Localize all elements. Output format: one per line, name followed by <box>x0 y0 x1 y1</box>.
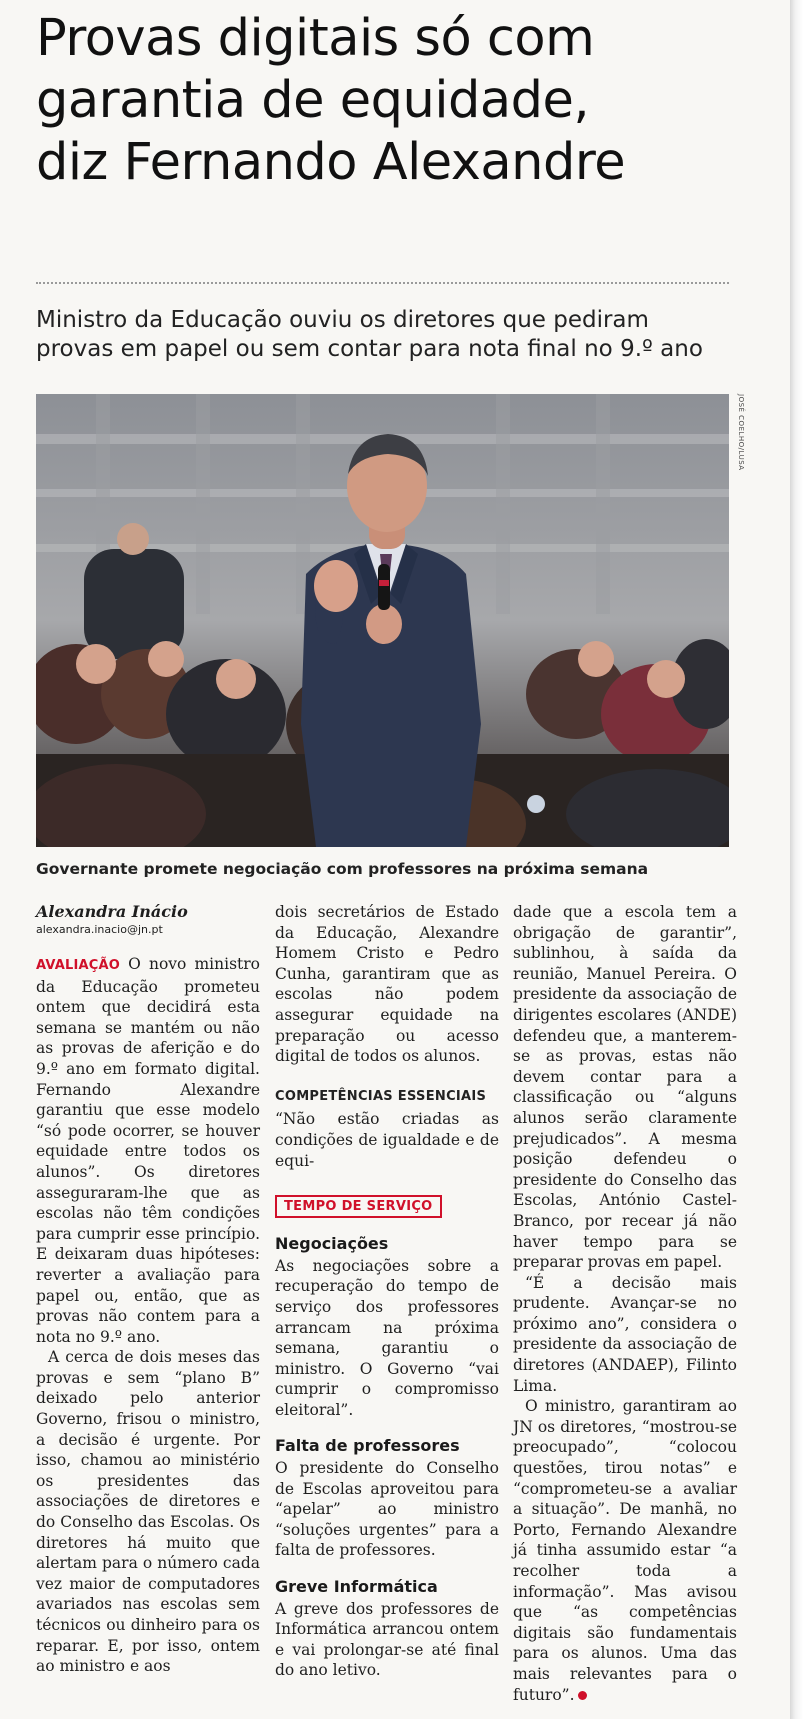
article-photo <box>36 394 729 847</box>
sidebar-title-negociacoes: Negociações <box>275 1234 389 1254</box>
photo-minister-speaking-illustration <box>36 394 729 847</box>
article-column-1 <box>36 902 260 1677</box>
sidebar-title-falta-professores: Falta de professores <box>275 1436 460 1456</box>
sidebar-title-greve-informatica: Greve Informática <box>275 1577 438 1597</box>
sidebar-box-label: TEMPO DE SERVIÇO <box>275 1195 442 1218</box>
paragraph-7-text: O ministro, garantiram ao JN os diretores, “mostrou-se preocupado”, “colocou questões, tirou notas” e “comprometeu-se a avaliar a situação”. De manhã, no Porto, Fernando Alexandre já tinha assumido estar “a recolher toda a informação”. Mas avisou que “as competências digitais são fundamentais para os alunos. Uma das mais relevantes para o futuro”. <box>513 1397 737 1704</box>
headline-line-2: garantia de equidade, <box>36 71 590 130</box>
section-kicker: AVALIAÇÃO <box>36 958 121 973</box>
sidebar-text-falta-professores: O presidente do Conselho de Escolas aproveitou para “apelar” ao ministro “soluções urgentes” para a falta de professores. <box>275 1459 499 1560</box>
article-paragraph-7 <box>513 1396 737 1705</box>
photo-credit: JOSÉ COELHO/LUSA <box>737 394 745 471</box>
article-paragraph-3: dois secretários de Estado da Educação, Alexandre Homem Cristo e Pedro Cunha, garantiram que as escolas não podem assegurar equidade na preparação ou acesso digital de todos os alunos. <box>275 903 499 1066</box>
page-edge <box>790 0 803 1719</box>
byline-email[interactable]: alexandra.inacio@jn.pt <box>36 923 163 936</box>
article-paragraph-6: “É a decisão mais prudente. Avançar-se no próximo ano”, considera o presidente da associação de diretores (ANDAEP), Filinto Lima. <box>513 1273 737 1395</box>
headline-line-3: diz Fernando Alexandre <box>36 133 626 192</box>
article-paragraph-2: A cerca de dois meses das provas e sem “plano B” deixado pelo anterior Governo, frisou o ministro, a decisão é urgente. Por isso, chamou ao ministério os presidentes das associações de diretores e do Conselho das Escolas. Os diretores há muito que alertam para o número cada vez maior de computadores avariados nas escolas sem técnicos ou dinheiro para os reparar. E, por isso, ontem ao ministro e aos <box>36 1348 260 1676</box>
dotted-divider <box>36 282 729 284</box>
subhead-competencias: COMPETÊNCIAS ESSENCIAIS <box>275 1088 487 1104</box>
article-paragraph-1 <box>36 954 260 1347</box>
sidebar-text-greve-informatica: A greve dos professores de Informática arrancou ontem e vai prolongar-se até final do ano letivo. <box>275 1599 499 1680</box>
end-of-article-dot-icon <box>578 1691 587 1700</box>
headline-line-1: Provas digitais só com <box>36 9 595 68</box>
article-paragraph-4: “Não estão criadas as condições de igualdade e de equi- <box>275 1110 499 1170</box>
headline <box>36 8 756 194</box>
deck-line-1: Ministro da Educação ouviu os diretores que pediram <box>36 307 649 333</box>
article-column-2 <box>275 902 499 1681</box>
deck-line-2: provas em papel ou sem contar para nota final no 9.º ano <box>36 336 703 362</box>
byline-author: Alexandra Inácio <box>36 902 188 921</box>
photo-caption: Governante promete negociação com professores na próxima semana <box>36 860 649 878</box>
article-paragraph-5: dade que a escola tem a obrigação de garantir”, sublinhou, à saída da reunião, Manuel Pereira. O presidente da associação de dirigentes escolares (ANDE) defendeu que, a manterem-se as provas, estas não devem contar para a classificação ou “alguns alunos serão claramente prejudicados”. A mesma posição defendeu o presidente do Conselho das Escolas, António Castel-Branco, por recear já não haver tempo para se preparar provas em papel. <box>513 903 738 1272</box>
article-column-3 <box>513 902 737 1705</box>
sidebar-text-negociacoes: As negociações sobre a recuperação do tempo de serviço dos professores arrancam na próxima semana, garantiu o ministro. O Governo “vai cumprir o compromisso eleitoral”. <box>275 1256 499 1419</box>
deck-subtitle <box>36 306 756 364</box>
paragraph-1-text: O novo ministro da Educação prometeu ontem que decidirá esta semana se mantém ou não as provas de aferição e do 9.º ano em formato digital. Fernando Alexandre garantiu que esse modelo “só pode ocorrer, se houver equidade entre todos os alunos”. Os diretores asseguraram-lhe que as escolas não têm condições para cumprir esse princípio. E deixaram duas hipóteses: reverter a avaliação para papel ou, então, que as provas não contem para a nota no 9.º ano. <box>36 955 260 1346</box>
